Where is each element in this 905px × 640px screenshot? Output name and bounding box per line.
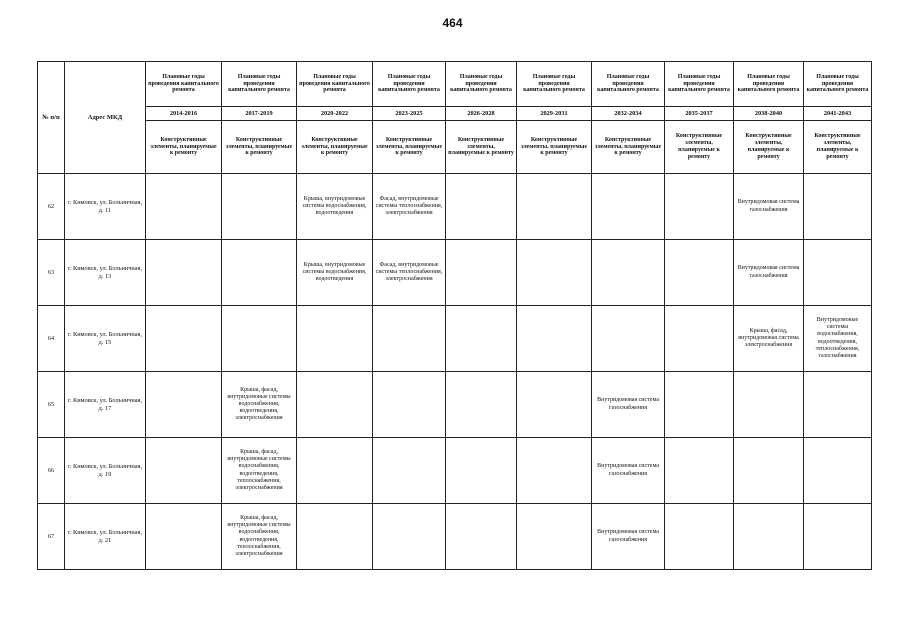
row-number: 66 [38,438,65,504]
row-number: 67 [38,504,65,570]
years-label: Плановые годы проведения капитального ремонта [446,62,517,107]
table-row [38,504,872,570]
header-row-periods [38,107,872,121]
repair-elements-cell: Фасад, внутридомовые системы теплоснабжения, электроснабжения [373,240,446,306]
address-cell: г. Кимовск, ул. Больничная, д. 15 [65,306,146,372]
repair-elements-cell [665,438,734,504]
row-number: 65 [38,372,65,438]
years-label: Плановые годы проведения капитального ремонта [297,62,373,107]
repair-elements-cell [446,174,517,240]
address-cell: г. Кимовск, ул. Больничная, д. 21 [65,504,146,570]
repair-elements-cell [297,372,373,438]
repair-elements-cell: Внутридомовая система газоснабжения [734,174,804,240]
elements-label: Конструктивные элементы, планируемые к ремонту [222,121,297,174]
repair-elements-cell: Крыша, фасад, внутридомовые системы водоснабжения, водоотведения, теплоснабжения, электроснабжения [222,504,297,570]
repair-elements-cell [446,372,517,438]
repair-elements-cell [665,306,734,372]
elements-label: Конструктивные элементы, планируемые к ремонту [804,121,872,174]
repair-elements-cell [517,240,592,306]
repair-elements-cell [297,438,373,504]
repair-elements-cell [804,438,872,504]
repair-elements-cell [146,240,222,306]
repair-elements-cell [734,504,804,570]
elements-label: Конструктивные элементы, планируемые к ремонту [373,121,446,174]
years-label: Плановые годы проведения капитального ремонта [373,62,446,107]
repair-elements-cell [373,504,446,570]
repair-elements-cell [517,504,592,570]
repair-elements-cell: Внутридомовая система газоснабжения [592,504,665,570]
repair-elements-cell [222,174,297,240]
repair-elements-cell: Внутридомовая система газоснабжения [734,240,804,306]
elements-label: Конструктивные элементы, планируемые к ремонту [297,121,373,174]
repair-elements-cell [592,240,665,306]
table-row [38,438,872,504]
table-row [38,174,872,240]
repair-elements-cell: Крыша, внутридомовые системы водоснабжения, водоотведения [297,240,373,306]
repair-elements-cell [665,240,734,306]
repair-elements-cell [373,306,446,372]
repair-elements-cell [517,174,592,240]
elements-label: Конструктивные элементы, планируемые к ремонту [734,121,804,174]
repair-elements-cell: Внутридомовая система газоснабжения [592,372,665,438]
repair-elements-cell [446,504,517,570]
repair-elements-cell [222,306,297,372]
row-number: 63 [38,240,65,306]
repair-elements-cell [804,504,872,570]
period-label: 2023-2025 [373,107,446,121]
years-label: Плановые годы проведения капитального ремонта [146,62,222,107]
period-label: 2014-2016 [146,107,222,121]
repair-elements-cell [592,306,665,372]
table-row [38,306,872,372]
period-label: 2026-2028 [446,107,517,121]
repair-elements-cell [222,240,297,306]
years-label: Плановые годы проведения капитального ремонта [222,62,297,107]
repair-elements-cell [146,306,222,372]
num-column-header: № п/п [38,62,65,174]
years-label: Плановые годы проведения капитального ремонта [804,62,872,107]
repair-elements-cell [592,174,665,240]
repair-elements-cell [804,174,872,240]
period-label: 2041-2043 [804,107,872,121]
period-label: 2035-2037 [665,107,734,121]
row-number: 64 [38,306,65,372]
repair-elements-cell [146,174,222,240]
repair-elements-cell [146,438,222,504]
repair-elements-cell [517,372,592,438]
address-cell: г. Кимовск, ул. Больничная, д. 13 [65,240,146,306]
elements-label: Конструктивные элементы, планируемые к ремонту [592,121,665,174]
elements-label: Конструктивные элементы, планируемые к ремонту [146,121,222,174]
elements-label: Конструктивные элементы, планируемые к ремонту [665,121,734,174]
repair-elements-cell: Крыша, фасад, внутридомовые системы водоснабжения, водоотведения, электроснабжения [222,372,297,438]
header-row-years [38,62,872,107]
table-row [38,372,872,438]
repair-elements-cell [297,504,373,570]
repair-elements-cell [146,504,222,570]
repair-elements-cell: Внутридомовая система газоснабжения [592,438,665,504]
capital-repair-table [37,61,872,570]
address-cell: г. Кимовск, ул. Больничная, д. 11 [65,174,146,240]
address-cell: г. Кимовск, ул. Больничная, д. 17 [65,372,146,438]
repair-elements-cell [373,438,446,504]
repair-elements-cell: Крыша, фасад, внутридомовые системы водоснабжения, водоотведения, теплоснабжения, электроснабжения [222,438,297,504]
repair-elements-cell: Внутридомовые системы водоснабжения, водоотведения, теплоснабжения, газоснабжения [804,306,872,372]
repair-elements-cell [146,372,222,438]
repair-elements-cell [517,438,592,504]
elements-label: Конструктивные элементы, планируемые к ремонту [517,121,592,174]
years-label: Плановые годы проведения капитального ремонта [592,62,665,107]
header-row-elements [38,121,872,174]
repair-elements-cell [373,372,446,438]
period-label: 2017-2019 [222,107,297,121]
repair-elements-cell [804,372,872,438]
repair-elements-cell [665,504,734,570]
row-number: 62 [38,174,65,240]
repair-elements-cell: Фасад, внутридомовые системы теплоснабжения, электроснабжения [373,174,446,240]
repair-elements-cell [517,306,592,372]
repair-elements-cell [804,240,872,306]
repair-elements-cell [665,372,734,438]
period-label: 2038-2040 [734,107,804,121]
repair-elements-cell [446,306,517,372]
years-label: Плановые годы проведения капитального ремонта [517,62,592,107]
repair-elements-cell [446,240,517,306]
repair-elements-cell [734,438,804,504]
period-label: 2029-2031 [517,107,592,121]
period-label: 2032-2034 [592,107,665,121]
years-label: Плановые годы проведения капитального ремонта [734,62,804,107]
repair-elements-cell [297,306,373,372]
repair-elements-cell: Крыша, фасад, внутридомовая система электроснабжения [734,306,804,372]
period-label: 2020-2022 [297,107,373,121]
elements-label: Конструктивные элементы, планируемые к ремонту [446,121,517,174]
table-row [38,240,872,306]
repair-elements-cell [446,438,517,504]
address-cell: г. Кимовск, ул. Больничная, д. 19 [65,438,146,504]
years-label: Плановые годы проведения капитального ремонта [665,62,734,107]
page-number: 464 [442,16,463,30]
repair-elements-cell [734,372,804,438]
repair-elements-cell: Крыша, внутридомовые системы водоснабжения, водоотведения [297,174,373,240]
repair-elements-cell [665,174,734,240]
address-column-header: Адрес МКД [65,62,146,174]
